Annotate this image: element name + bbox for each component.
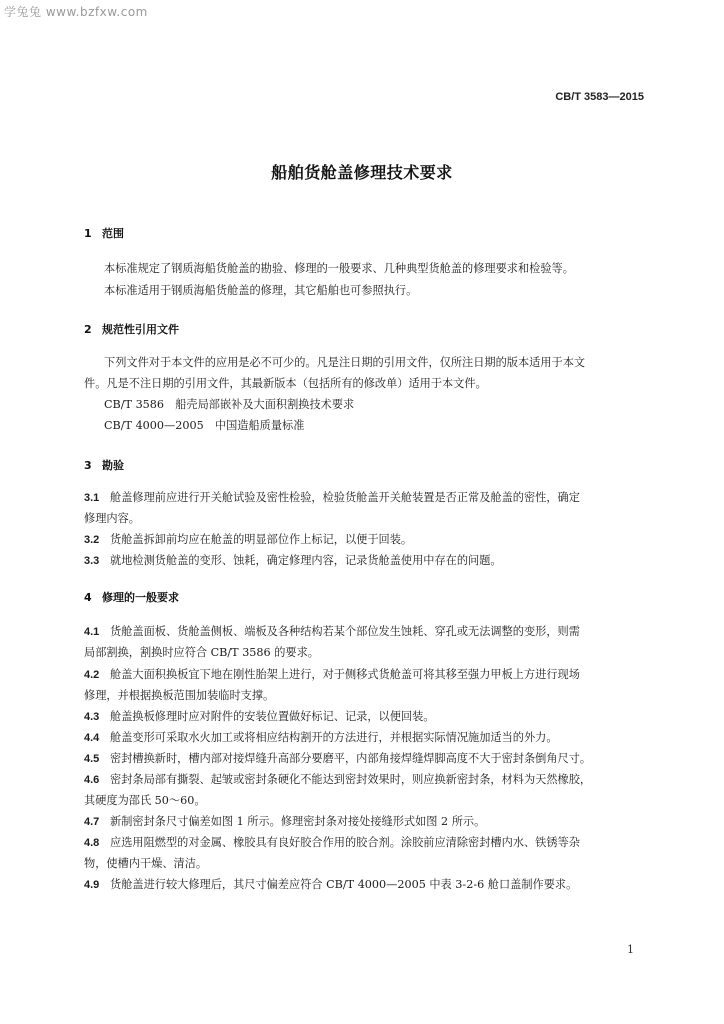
- clause-number: 3.3: [84, 555, 100, 567]
- clause-number: 4.9: [84, 879, 100, 891]
- clause-number: 4.3: [84, 711, 100, 723]
- section-number: 3: [84, 459, 92, 472]
- section-heading-normative-references: [84, 321, 179, 337]
- clause-text: 货舱盖面板、货舱盖侧板、端板及各种结构若某个部位发生蚀耗、穿孔或无法调整的变形，则需: [110, 625, 580, 638]
- clause-number: 3.1: [84, 492, 100, 504]
- section-number: 1: [84, 227, 92, 240]
- clause-4-1: [84, 625, 580, 639]
- clause-number: 4.7: [84, 816, 100, 828]
- clause-number: 4.1: [84, 626, 100, 638]
- clause-text: 新制密封条尺寸偏差如图 1 所示。修理密封条对接处接缝形式如图 2 所示。: [110, 815, 486, 828]
- section-heading-general-requirements: [84, 589, 179, 605]
- clause-continuation: 修理内容。: [84, 512, 140, 525]
- clause-4-6: [84, 773, 591, 787]
- clause-text: 舱盖大面积换板宜下地在刚性胎架上进行，对于侧移式货舱盖可将其移至强力甲板上方进行现场: [110, 668, 580, 681]
- clause-text: 密封槽换新时，槽内部对接焊缝升高部分要磨平，内部角接焊缝焊脚高度不大于密封条倒角尺寸。: [110, 752, 592, 765]
- clause-4-3: [84, 710, 434, 724]
- paragraph-line: 本标准规定了钢质海船货舱盖的勘验、修理的一般要求、几种典型货舱盖的修理要求和检验等。: [104, 262, 574, 275]
- section-heading-scope: [84, 225, 124, 241]
- clause-continuation: 修理，并根据换板范围加装临时支撑。: [84, 689, 275, 702]
- paragraph-line: 下列文件对于本文件的应用是必不可少的。凡是注日期的引用文件，仅所注日期的版本适用于本文: [104, 356, 586, 369]
- clause-3-2: [84, 533, 412, 547]
- watermark: 学兔兔 www.bzfxw.com: [4, 5, 148, 19]
- clause-continuation: 局部割换，割换时应符合 CB/T 3586 的要求。: [84, 646, 319, 659]
- clause-number: 3.2: [84, 534, 100, 546]
- reference-item: CB/T 4000—2005 中国造船质量标准: [104, 419, 305, 432]
- page-title: 船舶货舱盖修理技术要求: [271, 163, 453, 182]
- clause-4-5: [84, 752, 591, 766]
- reference-item: CB/T 3586 船壳局部嵌补及大面积割换技术要求: [104, 398, 355, 411]
- clause-3-3: [84, 554, 502, 568]
- clause-number: 4.4: [84, 732, 100, 744]
- page-number: 1: [627, 943, 634, 956]
- clause-3-1: [84, 491, 580, 505]
- clause-continuation: 其硬度为邵氏 50～60。: [84, 794, 206, 807]
- clause-number: 4.5: [84, 753, 100, 765]
- clause-number: 4.6: [84, 774, 100, 786]
- section-title: 范围: [102, 227, 124, 240]
- clause-text: 舱盖修理前应进行开关舱试验及密性检验，检验货舱盖开关舱装置是否正常及舱盖的密性，确定: [110, 491, 580, 504]
- clause-4-9: [84, 878, 577, 892]
- clause-text: 舱盖换板修理时应对附件的安装位置做好标记、记录，以便回装。: [110, 710, 435, 723]
- clause-number: 4.2: [84, 669, 100, 681]
- paragraph-line: 本标准适用于钢质海船货舱盖的修理，其它船舶也可参照执行。: [104, 284, 418, 297]
- clause-text: 舱盖变形可采取水火加工或将相应结构割开的方法进行，并根据实际情况施加适当的外力。: [110, 731, 558, 744]
- section-heading-survey: [84, 457, 124, 473]
- clause-4-7: [84, 815, 485, 829]
- clause-4-8: [84, 836, 580, 850]
- clause-continuation: 物，使槽内干燥、清洁。: [84, 857, 208, 870]
- clause-4-4: [84, 731, 558, 745]
- clause-text: 密封条局部有撕裂、起皱或密封条硬化不能达到密封效果时，则应换新密封条，材料为天然橡胶，: [110, 773, 592, 786]
- clause-text: 就地检测货舱盖的变形、蚀耗，确定修理内容，记录货舱盖使用中存在的问题。: [110, 554, 502, 567]
- clause-text: 货舱盖拆卸前均应在舱盖的明显部位作上标记，以便于回装。: [110, 533, 413, 546]
- standard-code: CB/T 3583—2015: [555, 91, 644, 103]
- clause-4-2: [84, 668, 580, 682]
- paragraph-line: 件。凡是不注日期的引用文件，其最新版本（包括所有的修改单）适用于本文件。: [84, 377, 487, 390]
- section-title: 修理的一般要求: [102, 591, 179, 604]
- section-title: 规范性引用文件: [102, 323, 179, 336]
- clause-text: 应选用阻燃型的对金属、橡胶具有良好胶合作用的胶合剂。涂胶前应清除密封槽内水、铁锈等杂: [110, 836, 580, 849]
- clause-number: 4.8: [84, 837, 100, 849]
- section-number: 4: [84, 591, 92, 604]
- section-title: 勘验: [102, 459, 124, 472]
- clause-text: 货舱盖进行较大修理后，其尺寸偏差应符合 CB/T 4000—2005 中表 3-2-6 舱口盖制作要求。: [110, 878, 578, 891]
- section-number: 2: [84, 323, 92, 336]
